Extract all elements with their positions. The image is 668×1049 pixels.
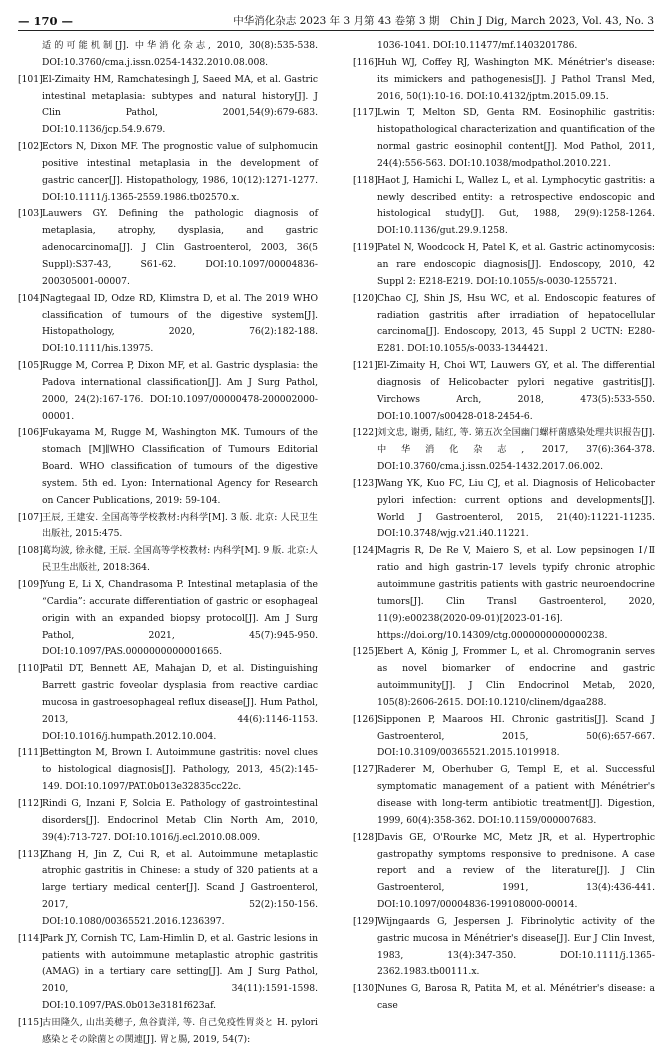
reference-continuation: 适的可能机制[J]. 中华消化杂志, 2010, 30(8):535-538. DOI:10.3760/cma.j.issn.0254-1432.2010.08.008. — [42, 40, 318, 68]
reference-number: [121] — [353, 360, 378, 372]
page-number: — 170 — — [18, 14, 74, 28]
reference-text: Huh WJ, Coffey RJ, Washington MK. Ménétrier's disease: its mimickers and pathogenesis[J]. J Pathol Transl Med, 2016, 50(1):10-16. DOI:10.4132/jptm.2015.09.15. — [377, 56, 655, 102]
reference-item — [18, 510, 318, 544]
reference-number: [107] — [18, 511, 43, 523]
reference-item — [18, 661, 318, 745]
reference-item — [353, 712, 655, 763]
reference-item — [18, 358, 318, 425]
reference-number: [116] — [353, 56, 378, 68]
reference-item — [18, 291, 318, 358]
reference-text: 古田隆久, 山出美穂子, 魚谷貴洋, 等. 自己免疫性胃炎と H. pylori感染とその除菌との関連[J]. 胃と腸, 2019, 54(7): — [42, 1016, 318, 1045]
reference-item — [18, 425, 318, 509]
reference-item — [353, 240, 655, 291]
reference-item — [353, 543, 655, 644]
reference-text: Yung E, Li X, Chandrasoma P. Intestinal metaplasia of the “Cardia”: accurate differentiation of gastric or esophageal origin with an expanded biopsy protocol[J]. Am J Surg Pathol, 2021, 45(7):945-950. DOI:10.1097/PAS.0000000000001665. — [42, 579, 318, 658]
reference-number: [109] — [18, 579, 43, 590]
reference-item — [18, 931, 318, 1015]
reference-number: [103] — [18, 208, 43, 220]
reference-number: [124] — [353, 545, 378, 557]
reference-number: [123] — [353, 477, 378, 489]
reference-text: Magris R, De Re V, Maiero S, et al. Low pepsinogen Ⅰ/Ⅱ ratio and high gastrin-17 levels typify chronic atrophic autoimmune gastritis patients with gastric neuroendocrine tumors[J]. Clin Transl Gastroenterol, 2020, 11(9):e00238(2020-09-01)[2023-01-16]. https://doi.org/10.14309/ctg.0000000000000238. — [377, 545, 655, 641]
reference-number: [102] — [18, 141, 43, 153]
reference-item — [353, 762, 655, 829]
reference-text: Haot J, Hamichi L, Wallez L, et al. Lymphocytic gastritis: a newly described entity: a retrospective endoscopic and histological study[J]. Gut, 1988, 29(9):1258-1264. DOI:10.1136/gut.29.9.1258. — [377, 174, 655, 237]
reference-number: [119] — [353, 242, 378, 254]
reference-text: Nagtegaal ID, Odze RD, Klimstra D, et al. The 2019 WHO classification of tumours of the digestive system[J]. Histopathology, 2020, 76(2):182-188. DOI:10.1111/his.13975. — [42, 292, 318, 355]
reference-number: [110] — [18, 663, 43, 675]
reference-number: [106] — [18, 427, 43, 439]
reference-number: [108] — [18, 545, 43, 557]
reference-item — [18, 577, 318, 661]
right-column — [353, 38, 655, 1015]
reference-item — [353, 105, 655, 172]
reference-text: Raderer M, Oberhuber G, Templ E, et al. Successful symptomatic management of a patient with Ménétrier's disease with long-term antibiotic treatment[J]. Digestion, 1999, 60(4):358-362. DOI:10.1159/000007683. — [377, 764, 655, 826]
reference-text: Park JY, Cornish TC, Lam-Himlin D, et al. Gastric lesions in patients with autoimmune metaplastic atrophic gastritis (AMAG) in a tertiary care setting[J]. Am J Surg Pathol, 2010, 34(11):1591-1598. DOI:10.1097/PAS.0b013e3181f623af. — [42, 932, 318, 1012]
reference-number: [125] — [353, 646, 378, 658]
reference-text: Davis GE, O'Rourke MC, Metz JR, et al. Hypertrophic gastropathy symptoms responsive to prednisone. A case report and a review of the literature[J]. J Clin Gastroenterol, 1991, 13(4):436-441. DOI:10.1097/00004836-199108000-00014. — [377, 831, 655, 911]
reference-number: [113] — [18, 848, 43, 860]
reference-text: El-Zimaity HM, Ramchatesingh J, Saeed MA, et al. Gastric intestinal metaplasia: subtypes and natural history[J]. J Clin Pathol, 2001,54(9):679-683. DOI:10.1136/jcp.54.9.679. — [42, 73, 318, 136]
reference-text: Nunes G, Barosa R, Patita M, et al. Ménétrier's disease: a case — [377, 983, 655, 1012]
left-column — [18, 38, 318, 1049]
reference-number: [126] — [353, 713, 378, 725]
reference-number: [128] — [353, 831, 378, 843]
reference-item — [18, 206, 318, 290]
reference-item — [18, 796, 318, 847]
reference-text: 刘文忠, 谢勇, 陆红, 等. 第五次全国幽门螺杆菌感染处理共识报告[J]. 中华消化杂志, 2017, 37(6):364-378. DOI:10.3760/cma.j.issn.0254-1432.2017.06.002. — [377, 427, 655, 473]
reference-text: Patil DT, Bennett AE, Mahajan D, et al. Distinguishing Barrett gastric foveolar dysplasia from reactive cardiac mucosa in gastroesophageal reflux disease[J]. Hum Pathol, 2013, 44(6):1146-1153. DOI:10.1016/j.humpath.2012.10.004. — [42, 663, 318, 742]
reference-item — [353, 981, 655, 1015]
reference-text: Rindi G, Inzani F, Solcia E. Pathology of gastrointestinal disorders[J]. Endocrinol Metab Clin North Am, 2010, 39(4):713-727. DOI:10.1016/j.ecl.2010.08.009. — [42, 797, 318, 843]
reference-number: [129] — [353, 915, 378, 927]
reference-number: [114] — [18, 932, 43, 944]
reference-item — [18, 139, 318, 206]
reference-item — [353, 358, 655, 425]
header-rule — [18, 30, 654, 31]
reference-number: [104] — [18, 292, 43, 304]
reference-item — [353, 173, 655, 240]
reference-number: [120] — [353, 292, 378, 304]
reference-text: Zhang H, Jin Z, Cui R, et al. Autoimmune metaplastic atrophic gastritis in Chinese: a study of 320 patients at a large tertiary medical center[J]. Scand J Gastroenterol, 2017, 52(2):150-156. DOI:10.1080/00365521.2016.1236397. — [42, 848, 318, 927]
reference-text: Patel N, Woodcock H, Patel K, et al. Gastric actinomycosis: an rare endoscopic diagnosis[J]. Endoscopy, 2010, 42 Suppl 2: E218-E219. DOI:10.1055/s-0030-1255721. — [377, 242, 655, 287]
reference-item — [353, 425, 655, 476]
reference-number: [130] — [353, 983, 378, 995]
reference-number: [122] — [353, 427, 378, 439]
reference-text: Rugge M, Correa P, Dixon MF, et al. Gastric dysplasia: the Padova international classification[J]. Am J Surg Pathol, 2000, 24(2):167-176. DOI:10.1097/00000478-200002000-00001. — [42, 360, 318, 422]
reference-text: El-Zimaity H, Choi WT, Lauwers GY, et al. The differential diagnosis of Helicobacter pylori negative gastritis[J]. Virchows Arch, 2018, 473(5):533-550. DOI:10.1007/s00428-018-2454-6. — [377, 360, 655, 422]
reference-item — [353, 55, 655, 106]
reference-item — [18, 847, 318, 931]
reference-item — [353, 830, 655, 914]
reference-text: Wijngaards G, Jespersen J. Fibrinolytic activity of the gastric mucosa in Ménétrier's disease[J]. Eur J Clin Invest, 1983, 13(4):347-350. DOI:10.1111/j.1365-2362.1983.tb00111.x. — [377, 915, 655, 978]
reference-item — [18, 72, 318, 139]
reference-item — [353, 644, 655, 711]
reference-text: Sipponen P, Maaroos HI. Chronic gastritis[J]. Scand J Gastroenterol, 2015, 50(6):657-667. DOI:10.3109/00365521.2015.1019918. — [377, 713, 655, 759]
reference-item — [353, 476, 655, 543]
reference-text: Fukayama M, Rugge M, Washington MK. Tumours of the stomach [M]∥WHO Classification of Tumours Editorial Board. WHO classification of tumours of the digestive system. 5th ed. Lyon: International Agency for Research on Cancer Publications, 2019: 59-104. — [42, 427, 318, 506]
reference-number: [127] — [353, 764, 378, 776]
reference-number: [115] — [18, 1016, 43, 1028]
reference-text: Lauwers GY. Defining the pathologic diagnosis of metaplasia, atrophy, dysplasia, and gastric adenocarcinoma[J]. J Clin Gastroenterol, 2003, 36(5 Suppl):S37-43, S61-62. DOI:10.1097/00004836-200305001-00007. — [42, 208, 318, 287]
reference-number: [112] — [18, 797, 43, 809]
page-header — [18, 8, 654, 28]
reference-text: Ectors N, Dixon MF. The prognostic value of sulphomucin positive intestinal metaplasia in the development of gastric cancer[J]. Histopathology, 1986, 10(12):1271-1277. DOI:10.1111/j.1365-2559.1986.tb02570.x. — [42, 141, 318, 203]
reference-continuation: 1036-1041. DOI:10.11477/mf.1403201786. — [377, 40, 578, 51]
reference-number: [117] — [353, 107, 378, 119]
reference-item — [18, 543, 318, 577]
reference-text: Lwin T, Melton SD, Genta RM. Eosinophilic gastritis: histopathological characterization and quantification of the normal gastric eosinophil content[J]. Mod Pathol, 2011, 24(4):556-563. DOI:10.1038/modpathol.2010.221. — [377, 107, 655, 169]
reference-text: Chao CJ, Shin JS, Hsu WC, et al. Endoscopic features of radiation gastritis after irradiation of hepatocellular carcinoma[J]. Endoscopy, 2013, 45 Suppl 2 UCTN: E280-E281. DOI:10.1055/s-0033-1344421. — [377, 292, 655, 355]
reference-text: Wang YK, Kuo FC, Liu CJ, et al. Diagnosis of Helicobacter pylori infection: current options and developments[J]. World J Gastroenterol, 2015, 21(40):11221-11235. DOI:10.3748/wjg.v21.i40.11221. — [377, 477, 655, 540]
reference-number: [101] — [18, 73, 43, 85]
reference-item — [18, 745, 318, 796]
reference-text: 王辰, 王建安. 全国高等学校教材:内科学[M]. 3 版. 北京: 人民卫生出版社, 2015:475. — [42, 511, 318, 540]
reference-number: [111] — [18, 747, 43, 759]
reference-item — [353, 914, 655, 981]
reference-number: [118] — [353, 174, 378, 186]
reference-text: Bettington M, Brown I. Autoimmune gastritis: novel clues to histological diagnosis[J]. Pathology, 2013, 45(2):145-149. DOI:10.1097/PAT.0b013e32835cc22c. — [42, 747, 318, 793]
reference-number: [105] — [18, 360, 43, 372]
reference-text: Ebert A, König J, Frommer L, et al. Chromogranin serves as novel biomarker of endocrine and gastric autoimmunity[J]. J Clin Endocrinol Metab, 2020, 105(8):2606-2615. DOI:10.1210/clinem/dgaa288. — [377, 646, 655, 708]
reference-item — [353, 291, 655, 358]
reference-text: 葛均波, 徐永健, 王辰. 全国高等学校教材: 内科学[M]. 9 版. 北京:人民卫生出版社, 2018:364. — [42, 545, 318, 574]
reference-item — [18, 1015, 318, 1049]
journal-header: 中华消化杂志 2023 年 3 月第 43 卷第 3 期 Chin J Dig, March 2023, Vol. 43, No. 3 — [233, 15, 654, 27]
